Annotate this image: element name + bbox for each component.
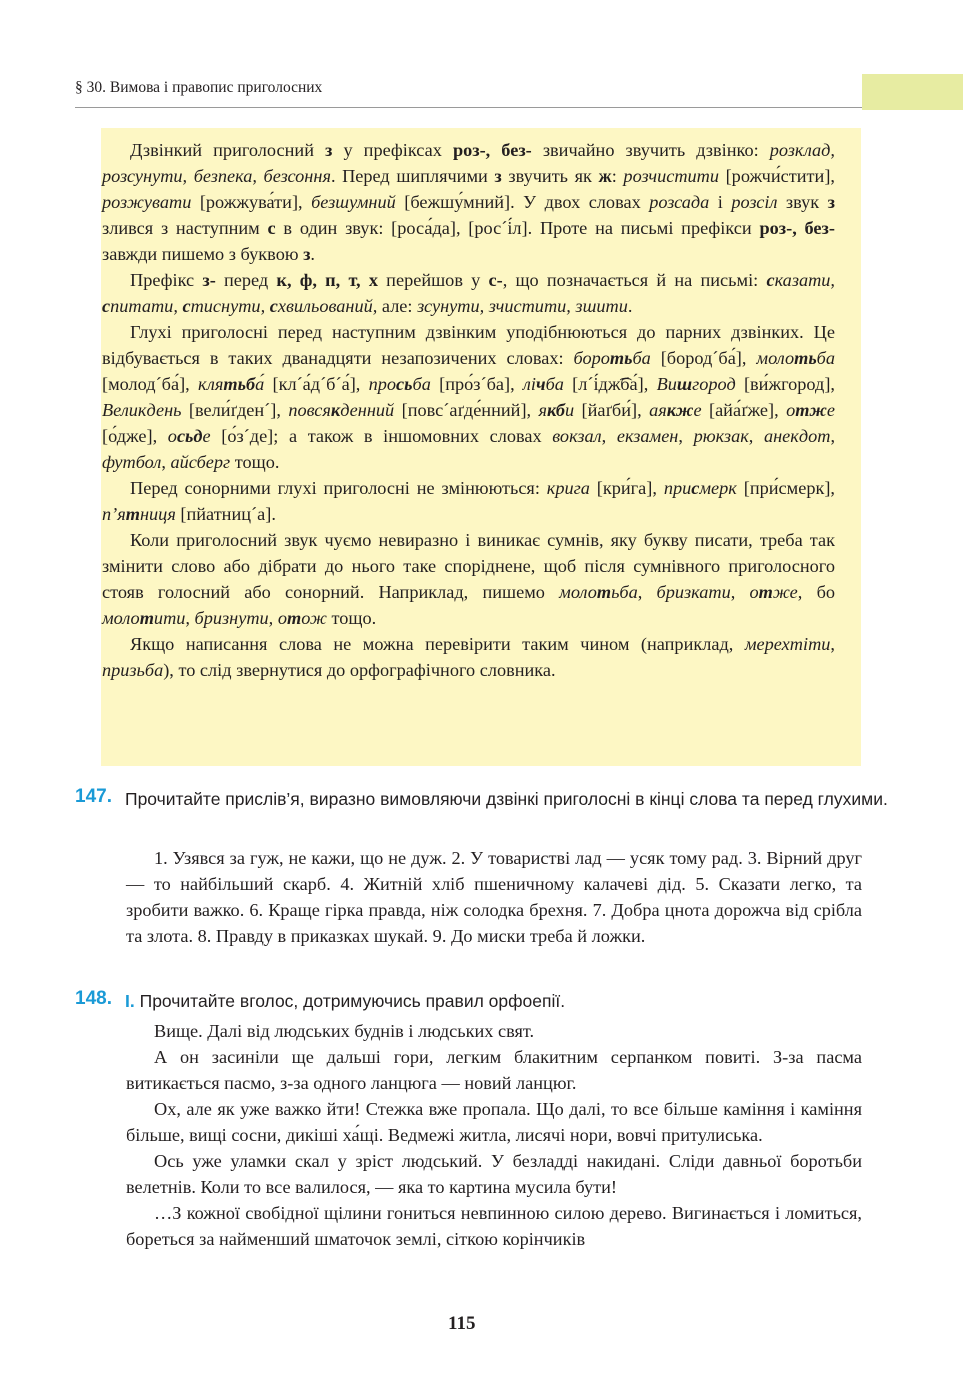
exercise-number: 147. <box>75 786 112 807</box>
header-divider <box>75 107 862 108</box>
text-paragraph: …З кожної свобідної щілини гониться невпинною силою дерево. Вигинається і ломиться, бореться за найменший шматочок землі, сіткою корінчиків <box>126 1203 862 1249</box>
exercise-task: Прочитайте прислів’я, виразно вимовляючи дзвінкі приголосні в кінці слова та перед глухими. <box>125 789 888 809</box>
section-title: § 30. Вимова і правопис приголосних <box>75 79 323 96</box>
exercise-148-text <box>126 1018 862 1252</box>
rule-paragraph: Якщо написання слова не можна перевірити таким чином (наприклад, мерехтіти, призьба), то слід звернутися до орфографічного словника. <box>102 634 835 680</box>
exercise-number: 148. <box>75 988 112 1009</box>
rule-paragraph: Коли приголосний звук чуємо невиразно і виникає сумнів, яку букву писати, треба так змінити слово або дібрати до нього таке споріднене, щоб після сумнівного приголосного стояв голосний або сонорний. Наприклад, пишемо молотьба, бризкати, отже, бо молотити, бризнути, отож тощо. <box>102 530 836 628</box>
page-number: 115 <box>448 1313 476 1334</box>
text-paragraph: Ох, але як уже важко йти! Стежка вже пропала. Що далі, то все більше каміння і каміння більше, вищі сосни, дикіші ха́щі. Ведмежі житла, лисячі нори, вовчі притулиська. <box>126 1099 862 1145</box>
text-paragraph: Ось уже уламки скал у зріст людський. У безладді накидані. Сліди давньої боротьби велетнів. Коли то все валилося, — яка то картина мусила бути! <box>126 1151 862 1197</box>
text-paragraph: Вище. Далі від людських буднів і людських свят. <box>154 1021 535 1041</box>
header-accent-band <box>862 74 963 110</box>
rule-paragraph: Глухі приголосні перед наступним дзвінким уподібнюються до парних дзвінких. Це відбувається в таких дванадцяти незапозичених словах: боротьба [бород´ба́], молотьба [молод´ба́], клятьба́ [кл´а́д´б´а́], просьба [про́з´ба], лічба [л´і́дж͡ба́], Вишгород [ви́жгород], Великдень [вели́ґден´], повсякденний [повс´аґде́нний], якби [йаґби́], аякже [айа́ґже], отже [о́дже], осьде [о́з´де]; а також в іншомовних словах вокзал, екзамен, рюкзак, анекдот, футбол, айсберг тощо. <box>102 322 836 472</box>
exercise-task: І. Прочитайте вголос, дотримуючись правил орфоепії. <box>125 991 566 1011</box>
proverbs-text: 1. Узявся за гуж, не кажи, що не дуж. 2. У товаристві лад — усяк тому рад. 3. Вірний друг — то найбільший скарб. 4. Житній хліб пшеничному калачеві дід. 5. Сказати легко, та зробити важко. 6. Краще гірка правда, ніж солодка брехня. 7. Добра цнота дорожча від срібла та злота. 8. Правду в приказках шукай. 9. До миски треба й ложки. <box>126 848 862 946</box>
text-paragraph: А он засиніли ще дальші гори, легким блакитним серпанком повиті. З-за пасма витикається пасмо, з-за одного ланцюга — новий ланцюг. <box>126 1047 862 1093</box>
exercise-147-text <box>126 845 862 949</box>
exercise-part-label: І. <box>125 991 135 1011</box>
rule-box <box>101 128 861 766</box>
rule-paragraph: Дзвінкий приголосний з у префіксах роз-, без- звичайно звучить дзвінко: розклад, розсунути, безпека, безсоння. Перед шиплячими з звучить як ж: розчистити [рожчи́стити], розжувати [рожжува́ти], безшумний [бежшу́мний]. У двох словах розсада і розсіл звук з злився з наступним с в один звук: [роса́да], [рос´і́л]. Проте на письмі префікси роз-, без- завжди пишемо з буквою з. <box>102 140 835 264</box>
rule-paragraph: Префікс з- перед к, ф, п, т, х перейшов у с-, що позначається й на письмі: сказати, спитати, стиснути, схвильований, але: зсунути, зчистити, зшити. <box>102 270 836 316</box>
rule-paragraph: Перед сонорними глухі приголосні не змінюються: крига [кри́га], присмерк [при́смерк], п’ятниця [пйатниц´а]. <box>102 478 836 524</box>
